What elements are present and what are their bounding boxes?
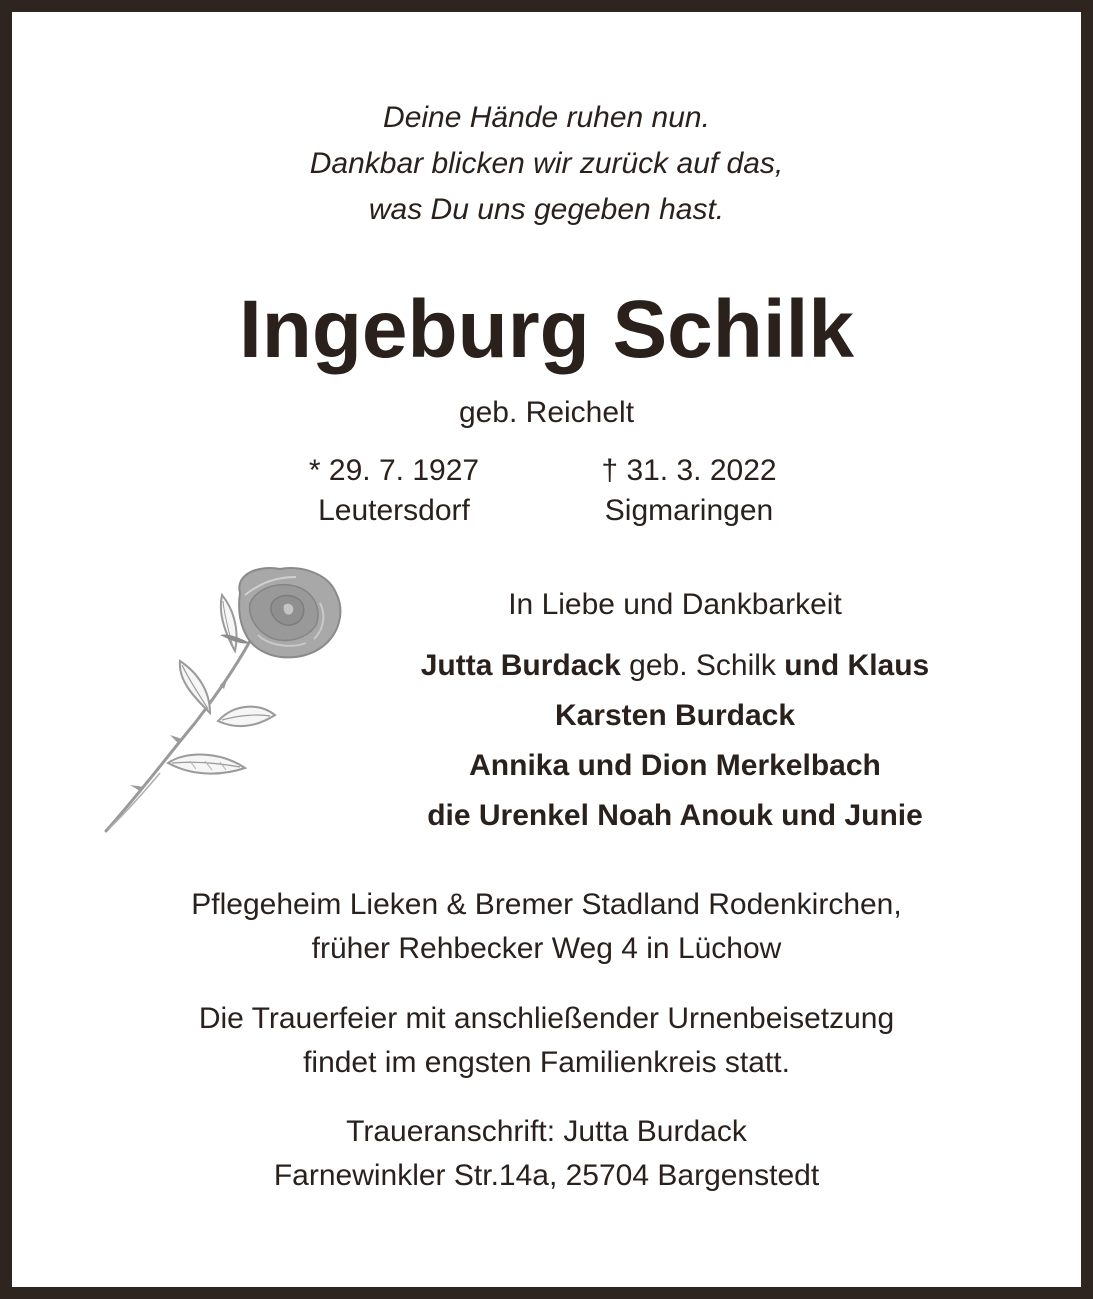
mourner-name-jutta: Jutta Burdack [420,649,621,682]
mourner-name-klaus: und Klaus [784,649,930,682]
death-date: † 31. 3. 2022 [601,454,777,487]
death-place: Sigmaringen [604,494,774,527]
address-block [12,1110,1081,1198]
mourners-intro: In Liebe und Dankbarkeit [508,588,842,621]
mourner-line-1 [360,641,990,691]
birth-place: Leutersdorf [318,494,470,527]
poem-line-3: was Du uns gegeben hast. [368,193,725,226]
poem [12,95,1081,233]
ceremony-line-1: Die Trauerfeier mit anschließender Urnenbeisetzung [198,1002,895,1035]
mourner-maiden-note: geb. Schilk [620,649,785,682]
mourner-line-4: die Urenkel Noah Anouk und Junie [427,799,923,832]
rose-icon [100,563,350,838]
residence-line-2: früher Rehbecker Weg 4 in Lüchow [311,932,782,965]
deceased-name: Ingeburg Schilk [238,284,855,375]
residence-line-1: Pflegeheim Lieken & Bremer Stadland Rodenkirchen, [191,888,902,921]
residence-block [12,883,1081,971]
address-line-2: Farnewinkler Str.14a, 25704 Bargenstedt [273,1159,820,1192]
address-line-1: Traueranschrift: Jutta Burdack [346,1115,747,1148]
death-info [569,451,809,531]
mourner-line-2: Karsten Burdack [554,699,796,732]
poem-line-2: Dankbar blicken wir zurück auf das, [309,147,784,180]
poem-line-1: Deine Hände ruhen nun. [383,101,710,134]
birth-info [284,451,504,531]
mourners-block [360,585,990,841]
ceremony-block [12,997,1081,1085]
maiden-name: geb. Reichelt [458,396,635,429]
birth-date: * 29. 7. 1927 [308,454,480,487]
ceremony-line-2: findet im engsten Familienkreis statt. [303,1046,790,1079]
mourner-line-3: Annika und Dion Merkelbach [469,749,881,782]
